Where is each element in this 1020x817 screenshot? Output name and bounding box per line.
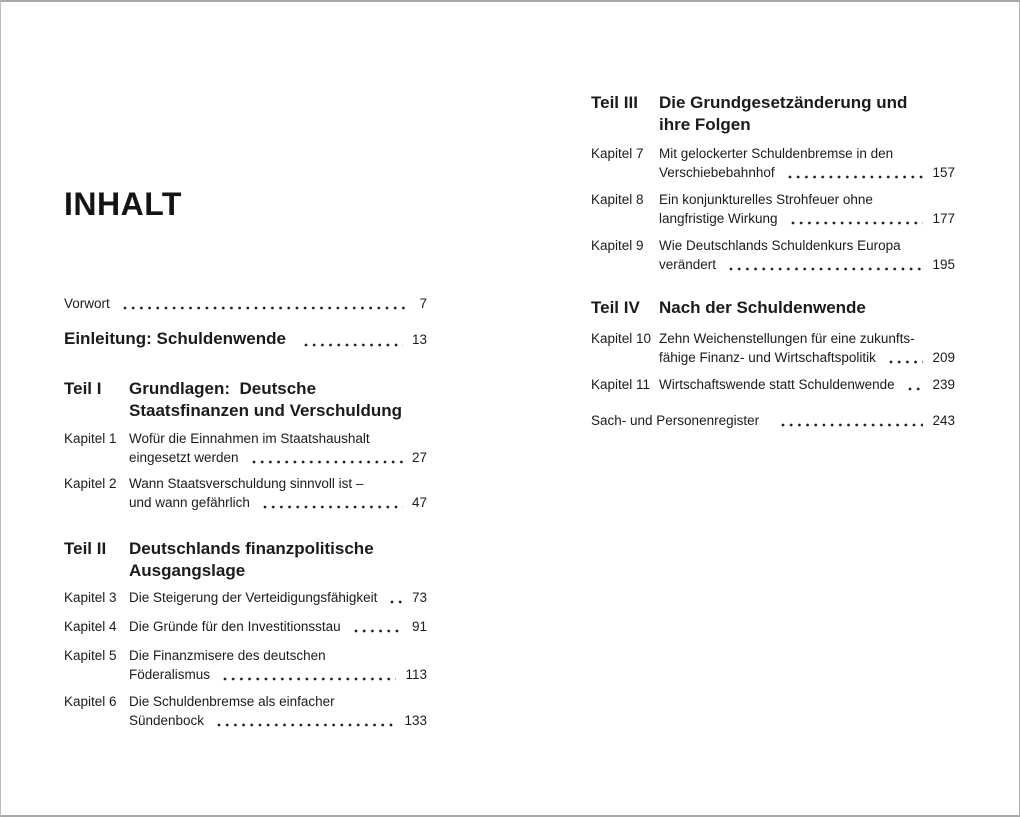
- toc-entry-kapitel10: [591, 329, 955, 367]
- chapter-label: Kapitel 11: [591, 377, 651, 392]
- chapter-label: Kapitel 7: [591, 146, 644, 161]
- chapter-label: Kapitel 9: [591, 238, 644, 253]
- dot-leader: [781, 411, 923, 430]
- entry-title-line: Föderalismus: [129, 667, 211, 682]
- dot-leader: [390, 588, 403, 607]
- chapter-label: Kapitel 3: [64, 590, 117, 605]
- toc-part-heading-teil2: [64, 538, 427, 582]
- entry-title-line: verändert: [659, 257, 717, 272]
- toc-entry-vorwort: [64, 294, 427, 313]
- entry-page-number: 209: [932, 350, 955, 365]
- entry-title: Vorwort: [64, 296, 110, 311]
- entry-title-line: fähige Finanz- und Wirtschaftspolitik: [659, 350, 876, 365]
- part-title-line: Deutschlands finanzpolitische: [129, 539, 374, 558]
- part-title-line: Die Grundgesetzänderung und: [659, 93, 908, 112]
- dot-leader: [791, 209, 924, 228]
- entry-title-line: Wie Deutschlands Schuldenkurs Europa: [659, 238, 901, 253]
- entry-title-line: langfristige Wirkung: [659, 211, 778, 226]
- entry-title-line: Mit gelockerter Schuldenbremse in den: [659, 146, 894, 161]
- entry-title-line: Die Steigerung der Verteidigungsfähigkeit: [129, 590, 378, 605]
- entry-page-number: 133: [404, 713, 427, 728]
- toc-entry-kapitel8: [591, 190, 955, 228]
- entry-title-line: Wirtschaftswende statt Schuldenwende: [659, 377, 895, 392]
- entry-page-number: 13: [411, 332, 427, 347]
- toc-entry-kapitel2: [64, 474, 427, 512]
- toc-part-heading-teil3: [591, 92, 955, 136]
- entry-title: Einleitung: Schuldenwende: [64, 329, 286, 348]
- dot-leader: [729, 255, 923, 274]
- part-title-line: Nach der Schuldenwende: [659, 298, 866, 317]
- toc-entry-kapitel1: [64, 429, 427, 467]
- part-label: Teil III: [591, 93, 638, 112]
- chapter-label: Kapitel 4: [64, 619, 117, 634]
- entry-title-line: Zehn Weichenstellungen für eine zukunfts-: [659, 331, 915, 346]
- dot-leader: [123, 294, 411, 313]
- dot-leader: [304, 328, 403, 351]
- entry-page-number: 7: [419, 296, 427, 311]
- entry-title-line: Sündenbock: [129, 713, 205, 728]
- dot-leader: [263, 493, 403, 512]
- toc-entry-kapitel7: [591, 144, 955, 182]
- dot-leader: [889, 348, 924, 367]
- dot-leader: [354, 617, 403, 636]
- toc-column-right: [591, 2, 955, 817]
- toc-entry-einleitung: [64, 328, 427, 351]
- entry-title-line: Ein konjunkturelles Strohfeuer ohne: [659, 192, 873, 207]
- dot-leader: [252, 448, 403, 467]
- toc-part-heading-teil4: [591, 297, 955, 319]
- entry-page-number: 91: [411, 619, 427, 634]
- part-title-line: Staatsfinanzen und Verschuldung: [129, 401, 402, 420]
- entry-page-number: 73: [411, 590, 427, 605]
- toc-entry-register: [591, 411, 955, 430]
- entry-title-line: Wofür die Einnahmen im Staatshaushalt: [129, 431, 370, 446]
- toc-part-heading-teil1: [64, 378, 427, 422]
- entry-page-number: 157: [932, 165, 955, 180]
- entry-title: Sach- und Personenregister: [591, 413, 760, 428]
- part-title-line: Grundlagen: Deutsche: [129, 379, 317, 398]
- entry-page-number: 113: [405, 667, 427, 682]
- chapter-label: Kapitel 6: [64, 694, 117, 709]
- chapter-label: Kapitel 8: [591, 192, 644, 207]
- entry-page-number: 27: [411, 450, 427, 465]
- toc-entry-kapitel11: [591, 375, 955, 394]
- dot-leader: [908, 375, 924, 394]
- part-title-line: Ausgangslage: [129, 561, 246, 580]
- toc-column-left: [64, 2, 427, 817]
- entry-title-line: und wann gefährlich: [129, 495, 250, 510]
- entry-title-line: eingesetzt werden: [129, 450, 239, 465]
- toc-entry-kapitel3: [64, 588, 427, 607]
- entry-title-line: Die Schuldenbremse als einfacher: [129, 694, 335, 709]
- dot-leader: [217, 711, 395, 730]
- entry-title-line: Verschiebebahnhof: [659, 165, 775, 180]
- entry-page-number: 239: [932, 377, 955, 392]
- part-label: Teil I: [64, 379, 102, 398]
- toc-entry-kapitel5: [64, 646, 427, 684]
- chapter-label: Kapitel 1: [64, 431, 117, 446]
- part-label: Teil II: [64, 539, 107, 558]
- entry-page-number: 195: [932, 257, 955, 272]
- toc-entry-kapitel6: [64, 692, 427, 730]
- entry-title-line: Die Gründe für den Investitionsstau: [129, 619, 341, 634]
- chapter-label: Kapitel 2: [64, 476, 117, 491]
- toc-entry-kapitel9: [591, 236, 955, 274]
- dot-leader: [223, 665, 396, 684]
- part-title-line: ihre Folgen: [659, 115, 751, 134]
- entry-page-number: 243: [932, 413, 955, 428]
- entry-title-line: Wann Staatsverschuldung sinnvoll ist –: [129, 476, 364, 491]
- entry-page-number: 47: [411, 495, 427, 510]
- chapter-label: Kapitel 5: [64, 648, 117, 663]
- part-label: Teil IV: [591, 298, 640, 317]
- entry-title-line: Die Finanzmisere des deutschen: [129, 648, 326, 663]
- page-title: INHALT: [64, 186, 182, 222]
- entry-page-number: 177: [932, 211, 955, 226]
- toc-entry-kapitel4: [64, 617, 427, 636]
- dot-leader: [788, 163, 924, 182]
- chapter-label: Kapitel 10: [591, 331, 652, 346]
